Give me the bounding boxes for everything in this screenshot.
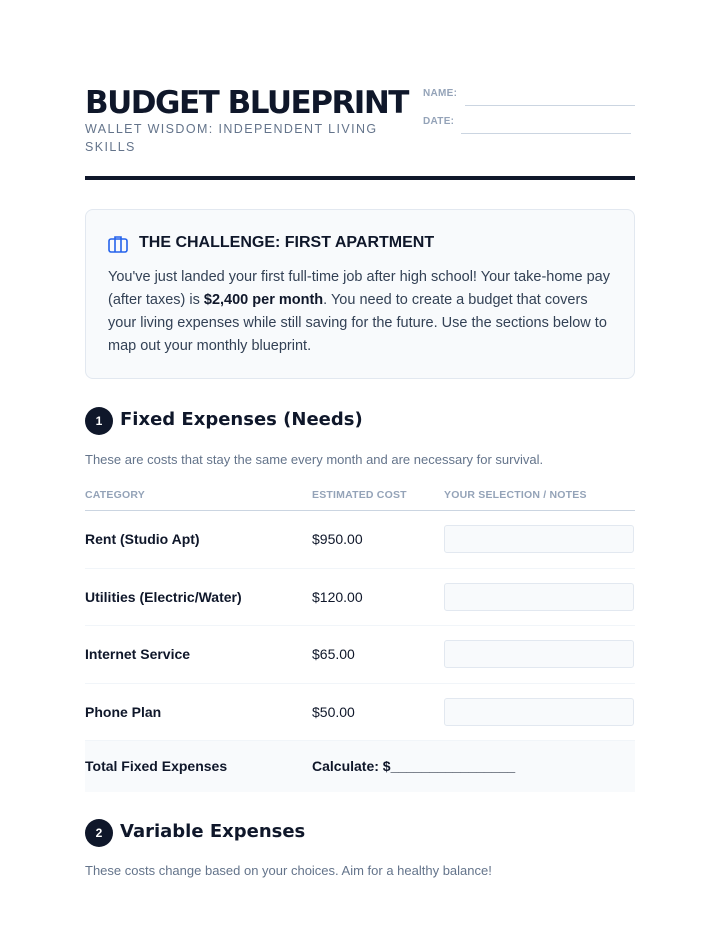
column-header-cost: ESTIMATED COST: [312, 489, 407, 501]
row-cost: $120.00: [312, 588, 363, 605]
challenge-body: [108, 266, 618, 358]
section-number-badge: 1: [85, 407, 113, 435]
row-cost: $950.00: [312, 531, 363, 547]
challenge-pay-amount: $2,400 per month: [203, 292, 324, 308]
row-category: Phone Plan: [85, 703, 162, 720]
table-row: [85, 511, 635, 569]
name-field[interactable]: [423, 88, 635, 108]
table-row: [85, 569, 635, 627]
total-label: Total Fixed Expenses: [85, 758, 228, 774]
column-header-category: CATEGORY: [85, 489, 145, 501]
column-header-selection: YOUR SELECTION / NOTES: [444, 489, 587, 501]
challenge-text-1: You've just landed your first full-time job after high school! Your take-home pay (after taxes) is: [108, 269, 610, 308]
date-label: DATE:: [423, 116, 455, 127]
row-cost: $50.00: [312, 703, 355, 720]
page-title: BUDGET BLUEPRINT: [85, 85, 408, 121]
row-category: Internet Service: [85, 646, 191, 662]
briefcase-icon: [108, 235, 128, 253]
notes-input[interactable]: [444, 640, 634, 668]
table-row: [85, 626, 635, 684]
notes-input[interactable]: [444, 583, 634, 611]
section-description: These are costs that stay the same every month and are necessary for survival.: [85, 452, 544, 467]
date-line[interactable]: [461, 133, 631, 134]
name-label: NAME:: [423, 88, 458, 99]
challenge-text-2: . You need to create a budget that covers your living expenses while still saving for the future. Use the sections below to map out your monthly blueprint.: [108, 292, 607, 354]
section-number-badge: 2: [85, 819, 113, 847]
row-cost: $65.00: [312, 646, 355, 662]
total-calculate-field[interactable]: Calculate: $________________: [312, 758, 516, 774]
date-field[interactable]: [423, 116, 635, 136]
notes-input[interactable]: [444, 525, 634, 553]
table-header: [85, 483, 635, 511]
notes-input[interactable]: [444, 698, 634, 726]
challenge-box: [85, 209, 635, 379]
section-title: Fixed Expenses (Needs): [120, 409, 363, 430]
fixed-expenses-table: [85, 483, 635, 792]
header-divider: [85, 176, 635, 180]
page-subtitle: WALLET WISDOM: INDEPENDENT LIVING SKILLS: [85, 122, 378, 154]
row-category: Utilities (Electric/Water): [85, 588, 242, 605]
section-title: Variable Expenses: [120, 821, 306, 842]
section-fixed-expenses-heading: [85, 407, 635, 437]
total-row: [85, 741, 635, 792]
challenge-title: THE CHALLENGE: FIRST APARTMENT: [139, 234, 435, 251]
header: [85, 84, 635, 180]
row-category: Rent (Studio Apt): [85, 531, 200, 547]
table-row: [85, 684, 635, 742]
section-description: These costs change based on your choices. Aim for a healthy balance!: [85, 863, 492, 878]
name-line[interactable]: [465, 105, 635, 106]
section-variable-expenses-heading: [85, 819, 635, 849]
